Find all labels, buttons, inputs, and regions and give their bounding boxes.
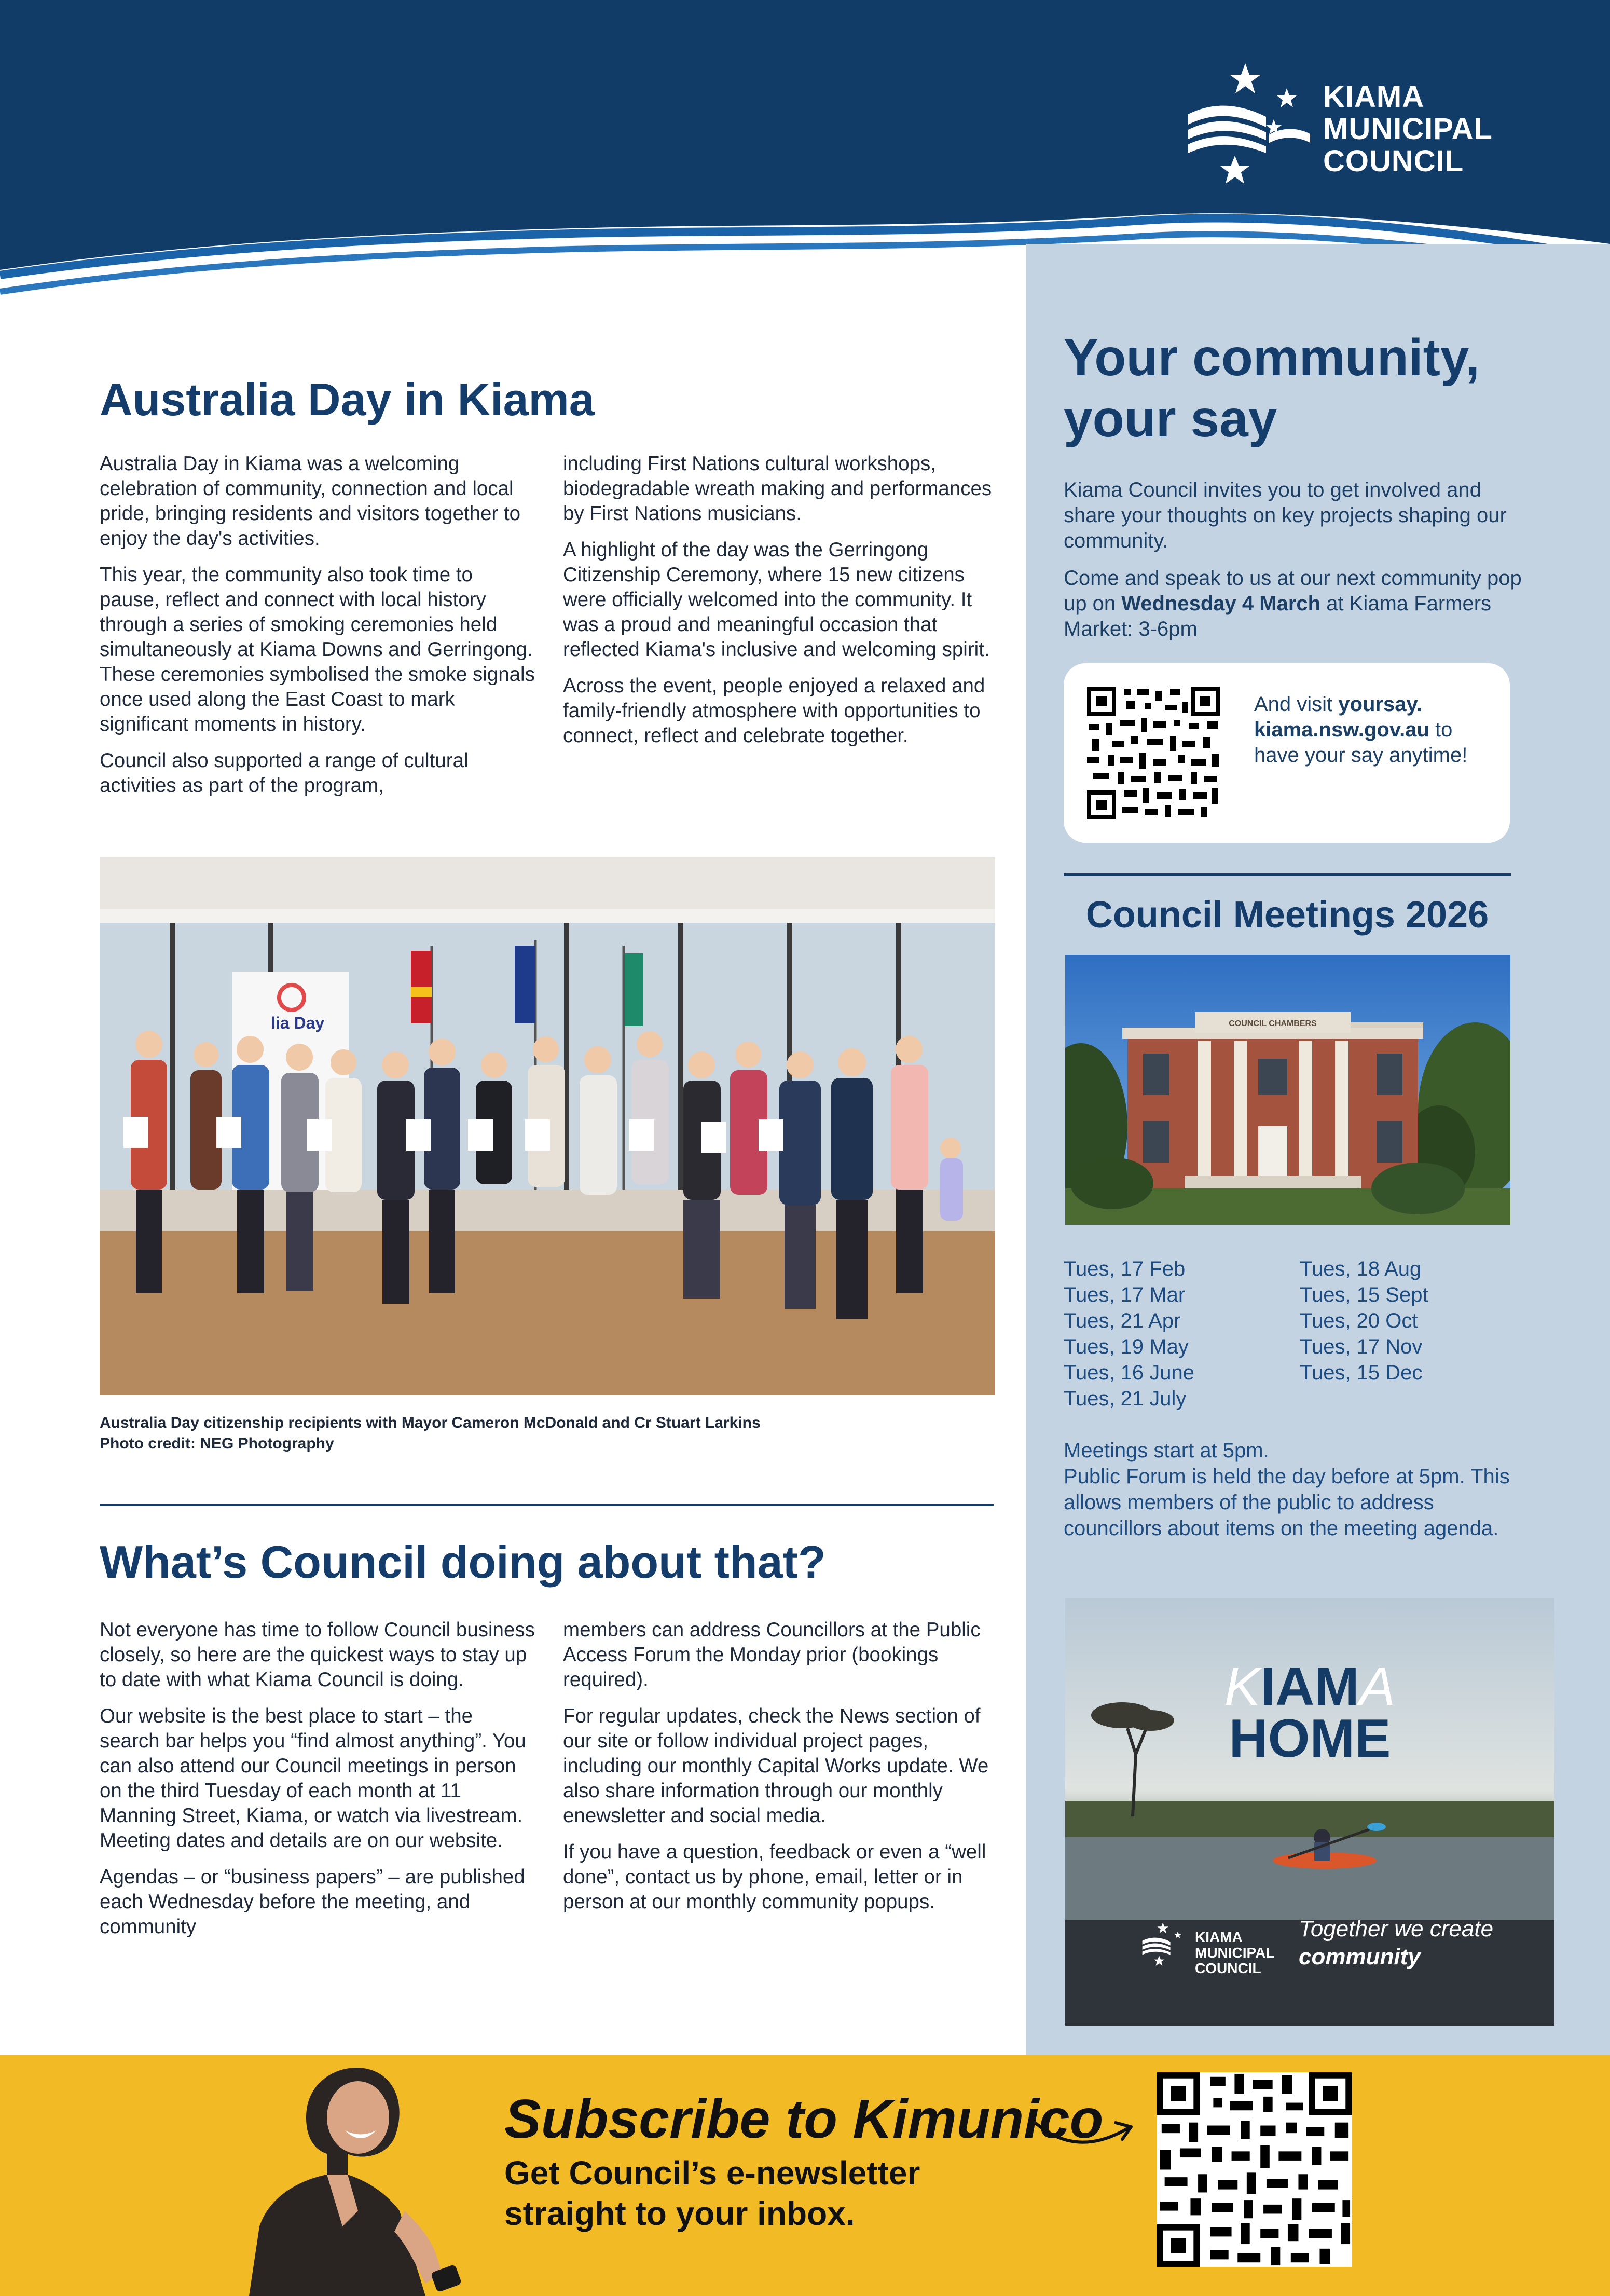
- tagline-line-1: Together we create: [1299, 1916, 1494, 1942]
- visit-text-after: to have your say anytime!: [1254, 718, 1468, 767]
- kiama-home-title: [1065, 1657, 1554, 1769]
- council-doing-heading: What’s Council doing about that?: [100, 1536, 826, 1588]
- meeting-dates-col-2: [1300, 1256, 1428, 1386]
- logo-line-1: KIAMA: [1323, 80, 1425, 114]
- kh-logo-line-1: KIAMA: [1195, 1929, 1243, 1945]
- public-forum-text: Public Forum is held the day before at 5pm. This allows members of the public to address councillors about items on the meeting agenda.: [1064, 1465, 1510, 1540]
- paragraph: If you have a question, feedback or even a “well done”, contact us by phone, email, letter or in person at our monthly community popups.: [563, 1841, 986, 1913]
- meeting-date: Tues, 15 Dec: [1300, 1361, 1423, 1384]
- meeting-date: Tues, 21 Apr: [1064, 1309, 1181, 1332]
- paragraph: This year, the community also took time to pause, reflect and connect with local history through a series of smoking ceremonies held simultaneously at Kiama Downs and Gerringong. These ceremonies symbolised the smoke signals once used along the East Coast to mark significant moments in history.: [100, 564, 535, 735]
- council-logo-text: [1323, 81, 1493, 177]
- sidebar-divider: [1064, 873, 1511, 876]
- kiama-home-tagline: [1299, 1915, 1493, 1971]
- paragraph: Agendas – or “business papers” – are published each Wednesday before the meeting, and community: [100, 1866, 525, 1938]
- australia-day-col-1: [100, 452, 535, 810]
- paragraph: Across the event, people enjoyed a relaxed and family-friendly atmosphere with opportunities to connect, reflect and celebrate together.: [563, 675, 985, 747]
- popup-text-before: Come and speak to us at our next community pop up on: [1064, 567, 1522, 615]
- meeting-date: Tues, 18 Aug: [1300, 1258, 1422, 1280]
- kiama-home-letter-k: K: [1224, 1657, 1261, 1717]
- meeting-date: Tues, 21 July: [1064, 1387, 1187, 1410]
- subscribe-heading[interactable]: Subscribe to Kimunico: [504, 2088, 1104, 2150]
- meeting-date: Tues, 16 June: [1064, 1361, 1195, 1384]
- popup-text-after: at Kiama Farmers Market: 3-6pm: [1064, 592, 1492, 640]
- your-say-heading-line-1: Your community,: [1064, 329, 1480, 387]
- your-say-heading-line-2: your say: [1064, 390, 1277, 448]
- kiama-home-iam: IAM: [1260, 1657, 1359, 1717]
- kiama-home-logo-text: [1195, 1930, 1274, 1976]
- paragraph: including First Nations cultural workshops, biodegradable wreath making and performances by First Nations musicians.: [563, 453, 992, 525]
- meeting-date: Tues, 20 Oct: [1300, 1309, 1418, 1332]
- tagline-line-2: community: [1299, 1944, 1421, 1970]
- council-meetings-heading: Council Meetings 2026: [1085, 894, 1489, 936]
- curved-arrow-icon: [1030, 2102, 1139, 2159]
- citizenship-group-photo: [100, 857, 995, 1395]
- meeting-times-info: [1064, 1438, 1520, 1541]
- meeting-date: Tues, 17 Nov: [1300, 1335, 1423, 1358]
- australia-day-heading: Australia Day in Kiama: [100, 374, 595, 425]
- meeting-date: Tues, 17 Feb: [1064, 1258, 1186, 1280]
- popup-date: Wednesday 4 March: [1121, 592, 1321, 615]
- meeting-date: Tues, 19 May: [1064, 1335, 1189, 1358]
- your-say-qr-card[interactable]: [1064, 663, 1510, 843]
- kh-logo-line-3: COUNCIL: [1195, 1960, 1261, 1976]
- kiama-home-word: HOME: [1229, 1709, 1391, 1769]
- banner-text: lia Day: [271, 1014, 325, 1032]
- paragraph: Not everyone has time to follow Council business closely, so here are the quickest ways to stay up to date with what Kiama Council is doing.: [100, 1619, 535, 1691]
- australia-day-col-2: [563, 452, 999, 760]
- kiama-home-ad: [1065, 1598, 1554, 2026]
- paragraph: For regular updates, check the News section of our site or follow individual project pages, including our monthly Capital Works update. We also share information through our monthly enewsletter and social media.: [563, 1705, 989, 1827]
- your-say-visit-text: [1254, 692, 1498, 768]
- meeting-date: Tues, 17 Mar: [1064, 1283, 1186, 1306]
- kh-logo-line-2: MUNICIPAL: [1195, 1945, 1275, 1961]
- subscribe-sub-line-2: straight to your inbox.: [504, 2195, 855, 2232]
- subscribe-qr-code-icon[interactable]: [1157, 2072, 1352, 2267]
- subscribe-subheading: [504, 2153, 920, 2234]
- meetings-start-text: Meetings start at 5pm.: [1064, 1439, 1269, 1462]
- popup-info: [1064, 566, 1531, 642]
- council-chambers-photo: [1065, 955, 1510, 1225]
- paragraph: Council also supported a range of cultural activities as part of the program,: [100, 749, 469, 797]
- visit-text-before: And visit: [1254, 693, 1339, 716]
- your-say-heading: [1064, 327, 1583, 449]
- paragraph: A highlight of the day was the Gerringong Citizenship Ceremony, where 15 new citizens were officially welcomed into the community. It was a proud and meaningful occasion that reflected Kiama's inclusive and welcoming spirit.: [563, 539, 990, 661]
- subscribe-sub-line-1: Get Council’s e-newsletter: [504, 2154, 920, 2192]
- photo-caption: [100, 1413, 982, 1454]
- paragraph: Australia Day in Kiama was a welcoming celebration of community, connection and local pride, bringing residents and visitors together to enjoy the day's activities.: [100, 453, 521, 550]
- council-doing-col-2: [563, 1618, 999, 1926]
- your-say-intro: Kiama Council invites you to get involved and share your thoughts on key projects shaping our community.: [1064, 479, 1507, 552]
- caption-line-2: Photo credit: NEG Photography: [100, 1435, 334, 1452]
- council-logo[interactable]: [1183, 57, 1515, 187]
- paragraph: Our website is the best place to start – the search bar helps you “find almost anything”. You can also attend our Council meetings in person on the third Tuesday of each month at 11 Manning Street, Kiama, or watch via livestream. Meeting dates and details are on our website.: [100, 1705, 526, 1852]
- chambers-sign: COUNCIL CHAMBERS: [1229, 1019, 1317, 1028]
- council-crest-icon: [1138, 1920, 1190, 1967]
- excited-woman-photo: [228, 2055, 519, 2296]
- your-say-website-link[interactable]: yoursay. kiama.nsw.gov.au: [1254, 693, 1429, 741]
- logo-line-3: COUNCIL: [1323, 144, 1464, 178]
- section-divider: [100, 1504, 994, 1506]
- council-doing-col-1: [100, 1618, 535, 1951]
- caption-line-1: Australia Day citizenship recipients with Mayor Cameron McDonald and Cr Stuart Larkins: [100, 1414, 761, 1431]
- paragraph: members can address Councillors at the Public Access Forum the Monday prior (bookings required).: [563, 1619, 981, 1691]
- meeting-dates-col-1: [1064, 1256, 1194, 1412]
- kiama-home-letter-a: A: [1359, 1657, 1396, 1717]
- logo-line-2: MUNICIPAL: [1323, 112, 1493, 146]
- kiama-home-council-logo: [1138, 1920, 1283, 1976]
- council-crest-icon: [1183, 57, 1313, 187]
- meeting-date: Tues, 15 Sept: [1300, 1283, 1428, 1306]
- your-say-qr-code-icon[interactable]: [1087, 687, 1220, 819]
